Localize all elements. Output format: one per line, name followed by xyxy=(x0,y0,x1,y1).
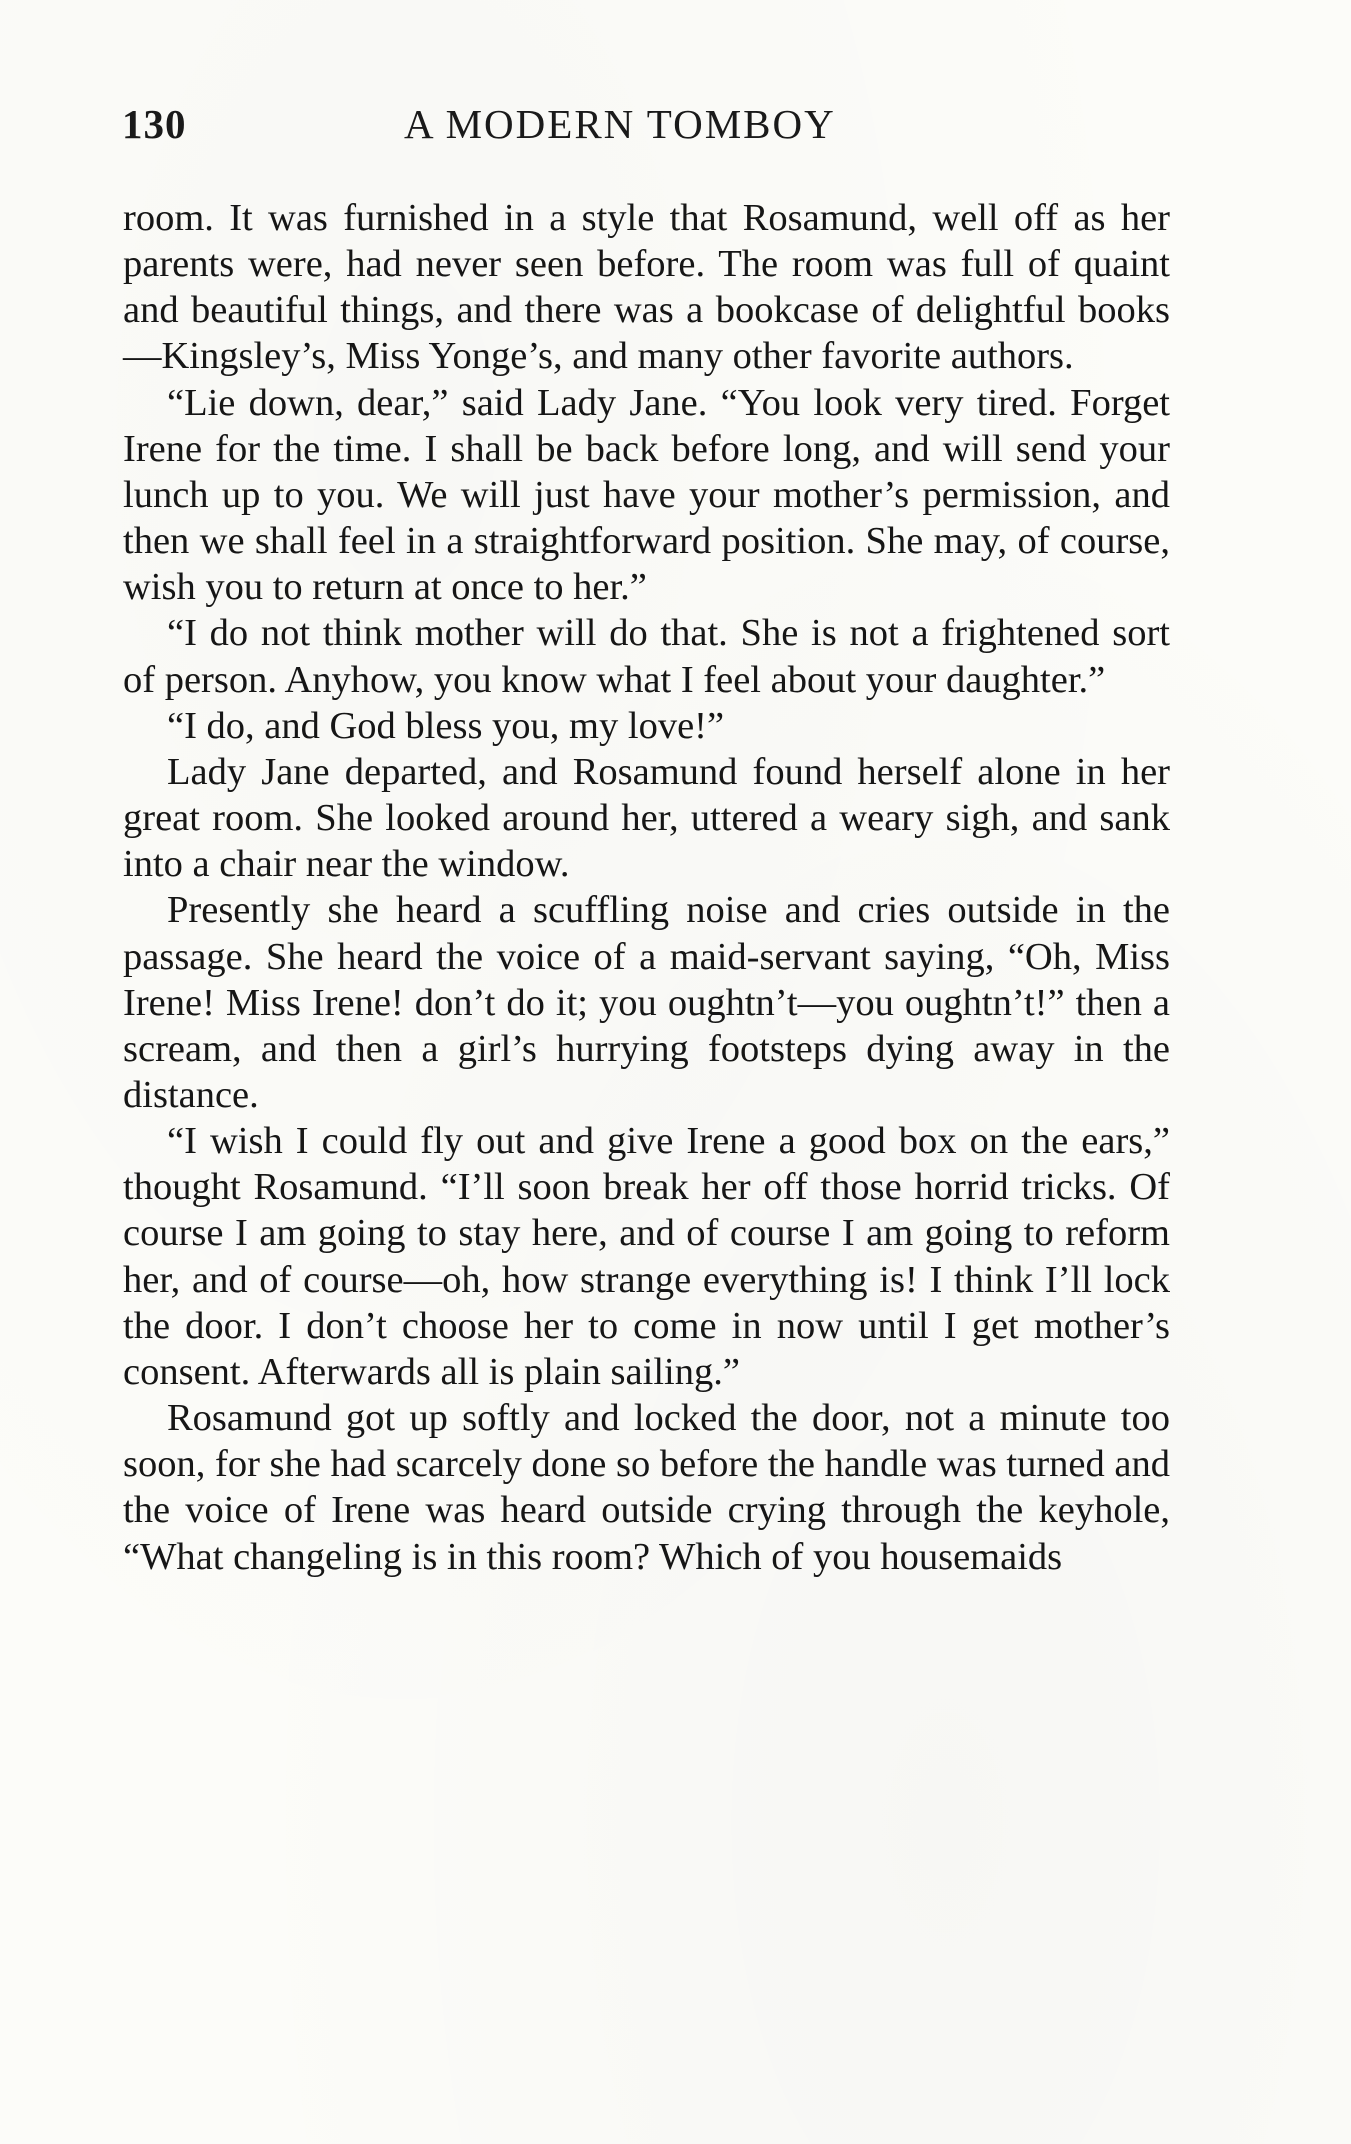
body-text xyxy=(123,195,1170,1580)
paragraph: Rosamund got up softly and locked the door, not a minute too soon, for she had scarcely done so before the handle was turned and the voice of Irene was heard outside crying through the keyhole, “What changeling is in this room? Which of you housemaids xyxy=(123,1397,1170,1578)
book-title: A MODERN TOMBOY xyxy=(404,101,836,147)
paragraph: “I do not think mother will do that. She is not a frightened sort of person. Anyhow, you know what I feel about your daughter.” xyxy=(123,612,1170,701)
paragraph: “I wish I could fly out and give Irene a good box on the ears,” thought Rosamund. “I’ll soon break her off those horrid tricks. Of course I am going to stay here, and of course I am going to reform her, and of course—oh, how strange everything is! I think I’ll lock the door. I don’t choose her to come in now until I get mother’s consent. Afterwards all is plain sailing.” xyxy=(123,1120,1170,1393)
paragraph: room. It was furnished in a style that Rosamund, well off as her parents were, had never seen before. The room was full of quaint and beautiful things, and there was a bookcase of delightful books—Kingsley’s, Miss Yonge’s, and many other favorite authors. xyxy=(123,197,1170,378)
paragraph: “Lie down, dear,” said Lady Jane. “You look very tired. Forget Irene for the time. I shall be back before long, and will send your lunch up to you. We will just have your mother’s permission, and then we shall feel in a straightforward position. She may, of course, wish you to return at once to her.” xyxy=(123,381,1170,609)
paragraph: Presently she heard a scuffling noise and cries outside in the passage. She heard the voice of a maid-servant saying, “Oh, Miss Irene! Miss Irene! don’t do it; you oughtn’t—you oughtn’t!” then a scream, and then a girl’s hurrying footsteps dying away in the distance. xyxy=(123,889,1170,1116)
running-head xyxy=(122,100,1170,160)
paragraph: “I do, and God bless you, my love!” xyxy=(167,704,725,747)
page-number: 130 xyxy=(122,101,187,147)
paragraph: Lady Jane departed, and Rosamund found herself alone in her great room. She looked around her, uttered a weary sigh, and sank into a chair near the window. xyxy=(123,750,1170,886)
